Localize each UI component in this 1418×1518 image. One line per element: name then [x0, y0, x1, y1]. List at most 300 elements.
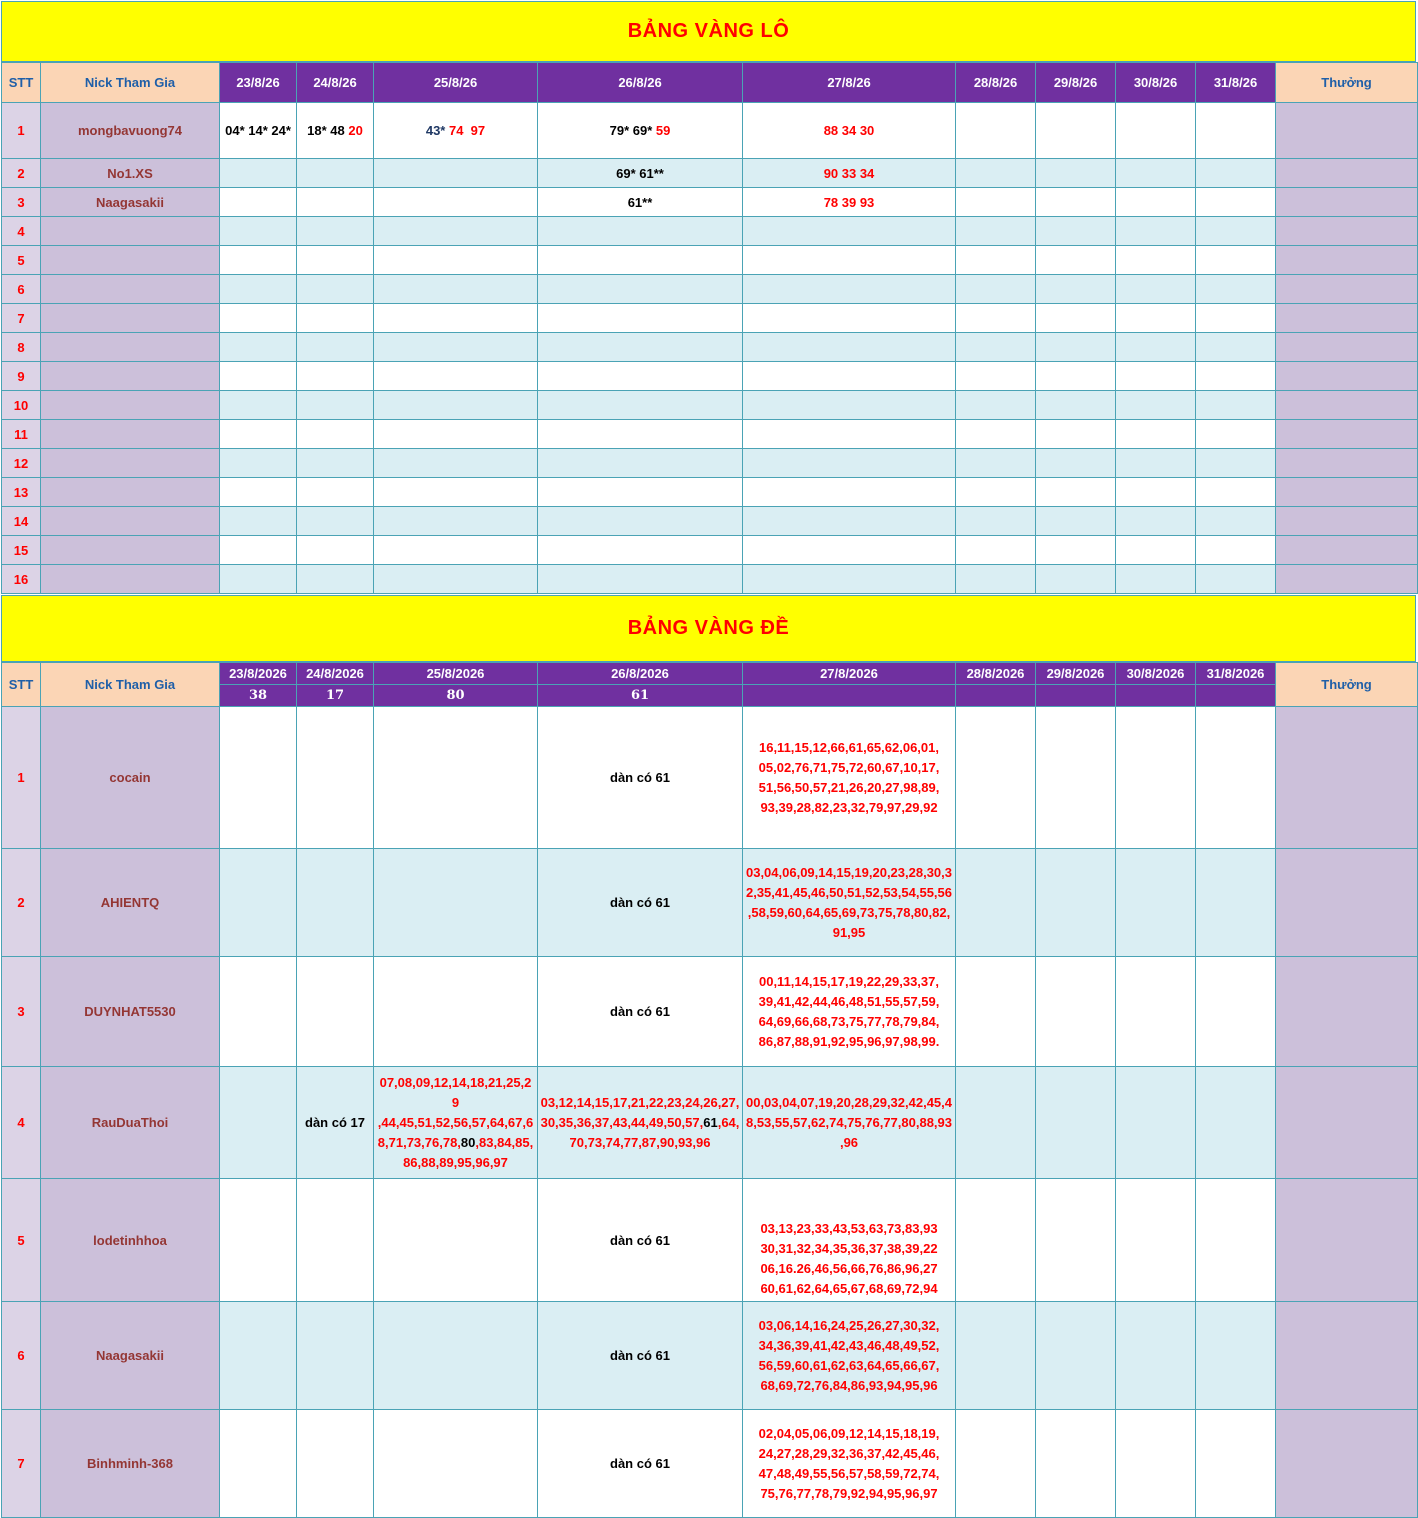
pick-cell[interactable]	[743, 1302, 956, 1410]
pick-cell[interactable]	[374, 246, 538, 275]
pick-cell[interactable]	[956, 333, 1036, 362]
pick-cell[interactable]	[743, 362, 956, 391]
pick-cell[interactable]	[1036, 449, 1116, 478]
pick-cell[interactable]	[374, 449, 538, 478]
player-nick[interactable]	[41, 449, 220, 478]
pick-cell[interactable]	[1036, 420, 1116, 449]
pick-cell[interactable]	[297, 333, 374, 362]
row-number: 15	[2, 536, 41, 565]
row-number: 11	[2, 420, 41, 449]
pick-cell[interactable]	[220, 159, 297, 188]
pick-cell[interactable]	[297, 849, 374, 957]
pick-cell[interactable]	[297, 391, 374, 420]
pick-cell[interactable]	[297, 275, 374, 304]
pick-cell[interactable]	[1116, 565, 1196, 594]
pick-cell[interactable]	[538, 420, 743, 449]
pick-cell[interactable]	[1196, 1067, 1276, 1179]
player-nick[interactable]	[41, 246, 220, 275]
pick-cell[interactable]	[538, 478, 743, 507]
pick-cell[interactable]	[220, 536, 297, 565]
pick-cell[interactable]	[374, 707, 538, 849]
pick-cell[interactable]	[297, 304, 374, 333]
player-nick[interactable]	[41, 275, 220, 304]
pick-cell[interactable]	[956, 507, 1036, 536]
pick-cell[interactable]	[956, 275, 1036, 304]
player-nick[interactable]: AHIENTQ	[41, 849, 220, 957]
pick-cell[interactable]	[1116, 420, 1196, 449]
pick-cell[interactable]	[1196, 391, 1276, 420]
pick-cell[interactable]	[374, 565, 538, 594]
pick-cell[interactable]	[743, 1410, 956, 1518]
player-nick[interactable]: Naagasakii	[41, 1302, 220, 1410]
pick-cell[interactable]	[1036, 478, 1116, 507]
pick-cell[interactable]	[297, 362, 374, 391]
pick-cell[interactable]	[1196, 159, 1276, 188]
pick-cell[interactable]	[538, 304, 743, 333]
reward-header: Thưởng	[1276, 63, 1418, 103]
pick-cell[interactable]	[220, 246, 297, 275]
pick-line: 03,13,23,33,43,53,63,73,83,93	[760, 1221, 938, 1236]
player-nick[interactable]	[41, 391, 220, 420]
pick-cell[interactable]	[1116, 1179, 1196, 1302]
pick-cell[interactable]	[743, 246, 956, 275]
pick-cell[interactable]	[1036, 849, 1116, 957]
pick-cell[interactable]	[1116, 362, 1196, 391]
pick-cell[interactable]	[1196, 362, 1276, 391]
table-row[interactable]	[2, 1179, 1418, 1302]
pick-cell[interactable]	[538, 536, 743, 565]
pick-cell[interactable]	[743, 275, 956, 304]
pick-cell[interactable]	[956, 103, 1036, 159]
pick-cell[interactable]	[297, 1410, 374, 1518]
pick-cell[interactable]	[297, 159, 374, 188]
pick-cell[interactable]	[1116, 849, 1196, 957]
pick-cell[interactable]	[220, 333, 297, 362]
pick-cell[interactable]	[220, 1302, 297, 1410]
pick-cell[interactable]	[1196, 333, 1276, 362]
pick-cell[interactable]	[1196, 188, 1276, 217]
reward-cell	[1276, 849, 1418, 957]
pick-cell[interactable]	[297, 707, 374, 849]
pick-cell[interactable]	[956, 217, 1036, 246]
pick-line: 64,69,66,68,73,75,77,78,79,84,	[758, 1013, 940, 1029]
pick-line: 30,31,32,34,35,36,37,38,39,22	[760, 1241, 938, 1256]
pick-cell[interactable]	[1036, 333, 1116, 362]
pick-cell[interactable]	[374, 333, 538, 362]
pick-cell[interactable]	[374, 391, 538, 420]
pick-cell[interactable]	[297, 246, 374, 275]
pick-cell[interactable]	[743, 449, 956, 478]
pick-cell[interactable]	[374, 507, 538, 536]
pick-cell[interactable]	[1116, 188, 1196, 217]
pick-cell[interactable]	[374, 478, 538, 507]
pick-cell[interactable]	[220, 391, 297, 420]
pick-cell[interactable]	[1196, 565, 1276, 594]
table-row[interactable]	[2, 275, 1418, 304]
pick-cell[interactable]: dàn có 61	[538, 1179, 743, 1302]
pick-cell[interactable]	[956, 304, 1036, 333]
pick-cell[interactable]	[374, 217, 538, 246]
table-row[interactable]	[2, 159, 1418, 188]
table-row[interactable]	[2, 565, 1418, 594]
row-number: 7	[2, 1410, 41, 1518]
pick-numbers: 04* 14* 24*	[225, 123, 291, 138]
pick-cell[interactable]	[1196, 217, 1276, 246]
reward-cell	[1276, 333, 1418, 362]
pick-cell[interactable]	[220, 849, 297, 957]
table-row[interactable]	[2, 707, 1418, 849]
pick-cell[interactable]	[1196, 957, 1276, 1067]
pick-hit: 80	[460, 1134, 476, 1150]
pick-cell[interactable]	[956, 957, 1036, 1067]
pick-cell[interactable]	[1116, 1410, 1196, 1518]
pick-cell[interactable]	[956, 565, 1036, 594]
pick-cell[interactable]	[743, 565, 956, 594]
pick-cell[interactable]: 78 39 93	[743, 188, 956, 217]
result-value: 80	[374, 685, 538, 707]
pick-cell[interactable]	[220, 1410, 297, 1518]
pick-cell[interactable]	[1196, 1302, 1276, 1410]
table-row[interactable]	[2, 849, 1418, 957]
result-value	[1116, 685, 1196, 707]
pick-cell[interactable]	[956, 536, 1036, 565]
pick-cell[interactable]: dàn có 61	[538, 849, 743, 957]
pick-cell[interactable]	[1116, 275, 1196, 304]
pick-cell[interactable]	[220, 707, 297, 849]
pick-cell[interactable]	[1036, 536, 1116, 565]
pick-cell[interactable]	[538, 507, 743, 536]
pick-cell[interactable]	[1196, 707, 1276, 849]
row-number: 3	[2, 188, 41, 217]
pick-cell[interactable]	[956, 362, 1036, 391]
pick-cell[interactable]: 69* 61**	[538, 159, 743, 188]
row-number: 6	[2, 1302, 41, 1410]
table-row[interactable]	[2, 103, 1418, 159]
reward-cell	[1276, 275, 1418, 304]
pick-cell[interactable]	[743, 957, 956, 1067]
pick-cell[interactable]	[1116, 478, 1196, 507]
pick-cell[interactable]	[297, 1302, 374, 1410]
pick-cell[interactable]	[220, 420, 297, 449]
pick-cell[interactable]	[297, 103, 374, 159]
pick-cell[interactable]	[1036, 275, 1116, 304]
pick-cell[interactable]	[743, 420, 956, 449]
pick-cell[interactable]	[220, 304, 297, 333]
pick-cell[interactable]	[220, 362, 297, 391]
pick-cell[interactable]	[1196, 536, 1276, 565]
table-row[interactable]	[2, 536, 1418, 565]
pick-cell[interactable]	[743, 333, 956, 362]
pick-cell[interactable]	[743, 1067, 956, 1179]
pick-cell[interactable]	[1196, 849, 1276, 957]
pick-cell[interactable]	[220, 1179, 297, 1302]
pick-cell[interactable]	[1116, 1067, 1196, 1179]
pick-cell[interactable]	[956, 1410, 1036, 1518]
pick-cell[interactable]	[297, 536, 374, 565]
pick-cell[interactable]	[1116, 391, 1196, 420]
pick-cell[interactable]	[956, 159, 1036, 188]
pick-cell[interactable]	[374, 362, 538, 391]
pick-cell[interactable]	[220, 188, 297, 217]
pick-cell[interactable]	[538, 1067, 743, 1179]
pick-cell[interactable]	[1036, 1067, 1116, 1179]
date-header: 25/8/26	[374, 63, 538, 103]
pick-cell[interactable]	[538, 362, 743, 391]
pick-cell[interactable]	[1036, 391, 1116, 420]
player-nick[interactable]	[41, 478, 220, 507]
player-nick[interactable]: lodetinhhoa	[41, 1179, 220, 1302]
pick-cell[interactable]	[1036, 507, 1116, 536]
pick-cell[interactable]: dàn có 61	[538, 1302, 743, 1410]
table-row[interactable]	[2, 188, 1418, 217]
pick-cell[interactable]	[297, 957, 374, 1067]
player-nick[interactable]	[41, 536, 220, 565]
pick-cell[interactable]	[374, 1179, 538, 1302]
pick-cell[interactable]	[1116, 159, 1196, 188]
pick-cell[interactable]	[1116, 507, 1196, 536]
row-number: 13	[2, 478, 41, 507]
pick-cell[interactable]: 90 33 34	[743, 159, 956, 188]
pick-cell[interactable]	[1116, 333, 1196, 362]
pick-cell[interactable]	[297, 478, 374, 507]
pick-cell[interactable]	[743, 707, 956, 849]
pick-cell[interactable]	[956, 188, 1036, 217]
pick-cell[interactable]	[1116, 1302, 1196, 1410]
pick-cell[interactable]	[220, 957, 297, 1067]
pick-cell[interactable]	[1116, 304, 1196, 333]
player-nick[interactable]	[41, 565, 220, 594]
pick-cell[interactable]	[956, 1067, 1036, 1179]
pick-cell[interactable]	[743, 1179, 956, 1302]
pick-cell[interactable]	[956, 707, 1036, 849]
pick-cell[interactable]	[220, 478, 297, 507]
pick-cell[interactable]	[297, 449, 374, 478]
pick-cell[interactable]	[220, 275, 297, 304]
pick-line: 03,06,14,16,24,25,26,27,30,32,	[758, 1317, 940, 1333]
pick-cell[interactable]	[374, 103, 538, 159]
pick-cell[interactable]	[956, 1302, 1036, 1410]
pick-cell[interactable]	[1116, 103, 1196, 159]
reward-cell	[1276, 1302, 1418, 1410]
pick-cell[interactable]	[374, 1067, 538, 1179]
player-nick[interactable]: Binhminh-368	[41, 1410, 220, 1518]
pick-cell[interactable]	[743, 391, 956, 420]
pick-cell[interactable]	[1036, 707, 1116, 849]
pick-line: 34,36,39,41,42,43,46,48,49,52,	[758, 1337, 940, 1353]
pick-cell[interactable]	[1036, 188, 1116, 217]
pick-cell[interactable]	[1036, 1410, 1116, 1518]
pick-cell[interactable]	[1036, 362, 1116, 391]
player-nick[interactable]: DUYNHAT5530	[41, 957, 220, 1067]
player-nick[interactable]	[41, 304, 220, 333]
pick-cell[interactable]	[743, 217, 956, 246]
pick-cell[interactable]	[1036, 159, 1116, 188]
pick-cell[interactable]: 61**	[538, 188, 743, 217]
pick-cell[interactable]	[1116, 246, 1196, 275]
pick-cell[interactable]	[1196, 420, 1276, 449]
reward-cell	[1276, 507, 1418, 536]
pick-cell[interactable]	[956, 478, 1036, 507]
pick-cell[interactable]: dàn có 61	[538, 1410, 743, 1518]
player-nick[interactable]	[41, 217, 220, 246]
pick-cell[interactable]	[297, 565, 374, 594]
pick-cell[interactable]	[297, 507, 374, 536]
pick-line: 39,41,42,44,46,48,51,55,57,59,	[758, 993, 940, 1009]
pick-cell[interactable]	[956, 849, 1036, 957]
pick-cell[interactable]	[374, 304, 538, 333]
pick-line: 05,02,76,71,75,72,60,67,10,17,	[758, 759, 940, 775]
pick-cell[interactable]	[374, 957, 538, 1067]
pick-cell[interactable]	[374, 275, 538, 304]
pick-cell[interactable]	[956, 391, 1036, 420]
pick-line: 91,95	[832, 924, 866, 940]
pick-cell[interactable]	[1196, 478, 1276, 507]
pick-cell[interactable]	[956, 449, 1036, 478]
pick-cell[interactable]: dàn có 61	[538, 707, 743, 849]
pick-cell[interactable]	[220, 103, 297, 159]
pick-cell[interactable]	[1116, 707, 1196, 849]
pick-cell[interactable]	[538, 217, 743, 246]
player-nick[interactable]: No1.XS	[41, 159, 220, 188]
pick-cell[interactable]	[743, 478, 956, 507]
pick-cell[interactable]	[1196, 304, 1276, 333]
pick-cell[interactable]	[220, 565, 297, 594]
table-row[interactable]	[2, 391, 1418, 420]
pick-cell[interactable]	[1036, 1302, 1116, 1410]
table-row[interactable]	[2, 362, 1418, 391]
table-row[interactable]	[2, 957, 1418, 1067]
reward-cell	[1276, 957, 1418, 1067]
pick-cell[interactable]	[1036, 304, 1116, 333]
table-row[interactable]	[2, 246, 1418, 275]
player-nick[interactable]: cocain	[41, 707, 220, 849]
pick-cell[interactable]: dàn có 17	[297, 1067, 374, 1179]
pick-cell[interactable]	[220, 217, 297, 246]
pick-cell[interactable]	[220, 507, 297, 536]
pick-cell[interactable]	[538, 449, 743, 478]
pick-cell[interactable]	[538, 275, 743, 304]
pick-cell[interactable]	[1036, 1179, 1116, 1302]
player-nick[interactable]: RauDuaThoi	[41, 1067, 220, 1179]
table-row[interactable]	[2, 304, 1418, 333]
pick-cell[interactable]	[1036, 957, 1116, 1067]
pick-cell[interactable]	[1036, 103, 1116, 159]
pick-cell[interactable]	[538, 565, 743, 594]
pick-cell[interactable]	[1196, 1179, 1276, 1302]
player-nick[interactable]	[41, 507, 220, 536]
pick-cell[interactable]	[297, 217, 374, 246]
pick-numbers: 18* 48	[307, 123, 345, 138]
table-row[interactable]	[2, 1067, 1418, 1179]
pick-line: 60,61,62,64,65,67,68,69,72,94	[760, 1281, 938, 1296]
pick-cell[interactable]	[1036, 565, 1116, 594]
pick-line: 93,39,28,82,23,32,79,97,29,92	[760, 799, 938, 815]
pick-cell[interactable]	[1116, 449, 1196, 478]
table-row[interactable]	[2, 478, 1418, 507]
pick-cell[interactable]	[374, 188, 538, 217]
table-row[interactable]	[2, 449, 1418, 478]
player-nick[interactable]	[41, 420, 220, 449]
pick-cell[interactable]	[374, 159, 538, 188]
pick-cell[interactable]	[956, 1179, 1036, 1302]
pick-cell[interactable]	[1196, 1410, 1276, 1518]
pick-cell[interactable]	[1196, 103, 1276, 159]
reward-cell	[1276, 362, 1418, 391]
pick-cell[interactable]	[1196, 449, 1276, 478]
reward-cell	[1276, 159, 1418, 188]
reward-cell	[1276, 1410, 1418, 1518]
pick-line: 24,27,28,29,32,36,37,42,45,46,	[758, 1445, 940, 1461]
row-number: 5	[2, 1179, 41, 1302]
pick-cell[interactable]	[297, 420, 374, 449]
pick-cell[interactable]	[374, 536, 538, 565]
player-nick[interactable]: mongbavuong74	[41, 103, 220, 159]
table-row[interactable]	[2, 1410, 1418, 1518]
pick-cell[interactable]	[220, 1067, 297, 1179]
date-header: 30/8/2026	[1116, 663, 1196, 685]
pick-cell[interactable]	[538, 391, 743, 420]
pick-cell[interactable]	[1196, 246, 1276, 275]
date-header: 31/8/26	[1196, 63, 1276, 103]
pick-cell[interactable]	[1036, 246, 1116, 275]
table-row[interactable]	[2, 507, 1418, 536]
pick-cell[interactable]	[538, 333, 743, 362]
pick-cell[interactable]	[1116, 957, 1196, 1067]
reward-cell	[1276, 246, 1418, 275]
pick-cell[interactable]	[743, 536, 956, 565]
pick-cell[interactable]	[1036, 217, 1116, 246]
table-row[interactable]	[2, 1302, 1418, 1410]
reward-cell	[1276, 391, 1418, 420]
player-nick[interactable]: Naagasakii	[41, 188, 220, 217]
result-value: 38	[220, 685, 297, 707]
date-header: 24/8/26	[297, 63, 374, 103]
pick-cell[interactable]	[743, 507, 956, 536]
pick-cell[interactable]	[297, 1179, 374, 1302]
pick-cell[interactable]	[743, 304, 956, 333]
pick-cell[interactable]	[297, 188, 374, 217]
reward-cell	[1276, 304, 1418, 333]
pick-cell[interactable]: dàn có 61	[538, 957, 743, 1067]
table-row[interactable]	[2, 333, 1418, 362]
table-row[interactable]	[2, 420, 1418, 449]
pick-cell[interactable]	[956, 246, 1036, 275]
pick-cell[interactable]	[374, 849, 538, 957]
pick-cell[interactable]	[1116, 536, 1196, 565]
row-number: 4	[2, 217, 41, 246]
pick-cell[interactable]	[374, 420, 538, 449]
row-number: 2	[2, 159, 41, 188]
pick-cell[interactable]	[1196, 275, 1276, 304]
pick-cell[interactable]	[743, 849, 956, 957]
pick-cell[interactable]	[538, 246, 743, 275]
pick-cell[interactable]	[374, 1302, 538, 1410]
pick-line	[376, 1133, 535, 1153]
pick-cell[interactable]	[956, 420, 1036, 449]
pick-cell[interactable]	[220, 449, 297, 478]
table-row[interactable]	[2, 217, 1418, 246]
player-nick[interactable]	[41, 362, 220, 391]
pick-cell[interactable]: 88 34 30	[743, 103, 956, 159]
pick-cell[interactable]	[374, 1410, 538, 1518]
pick-cell[interactable]	[538, 103, 743, 159]
row-number: 7	[2, 304, 41, 333]
de-title: BẢNG VÀNG ĐỀ	[627, 617, 790, 639]
pick-cell[interactable]	[1196, 507, 1276, 536]
pick-cell[interactable]	[1116, 217, 1196, 246]
date-header: 30/8/26	[1116, 63, 1196, 103]
player-nick[interactable]	[41, 333, 220, 362]
